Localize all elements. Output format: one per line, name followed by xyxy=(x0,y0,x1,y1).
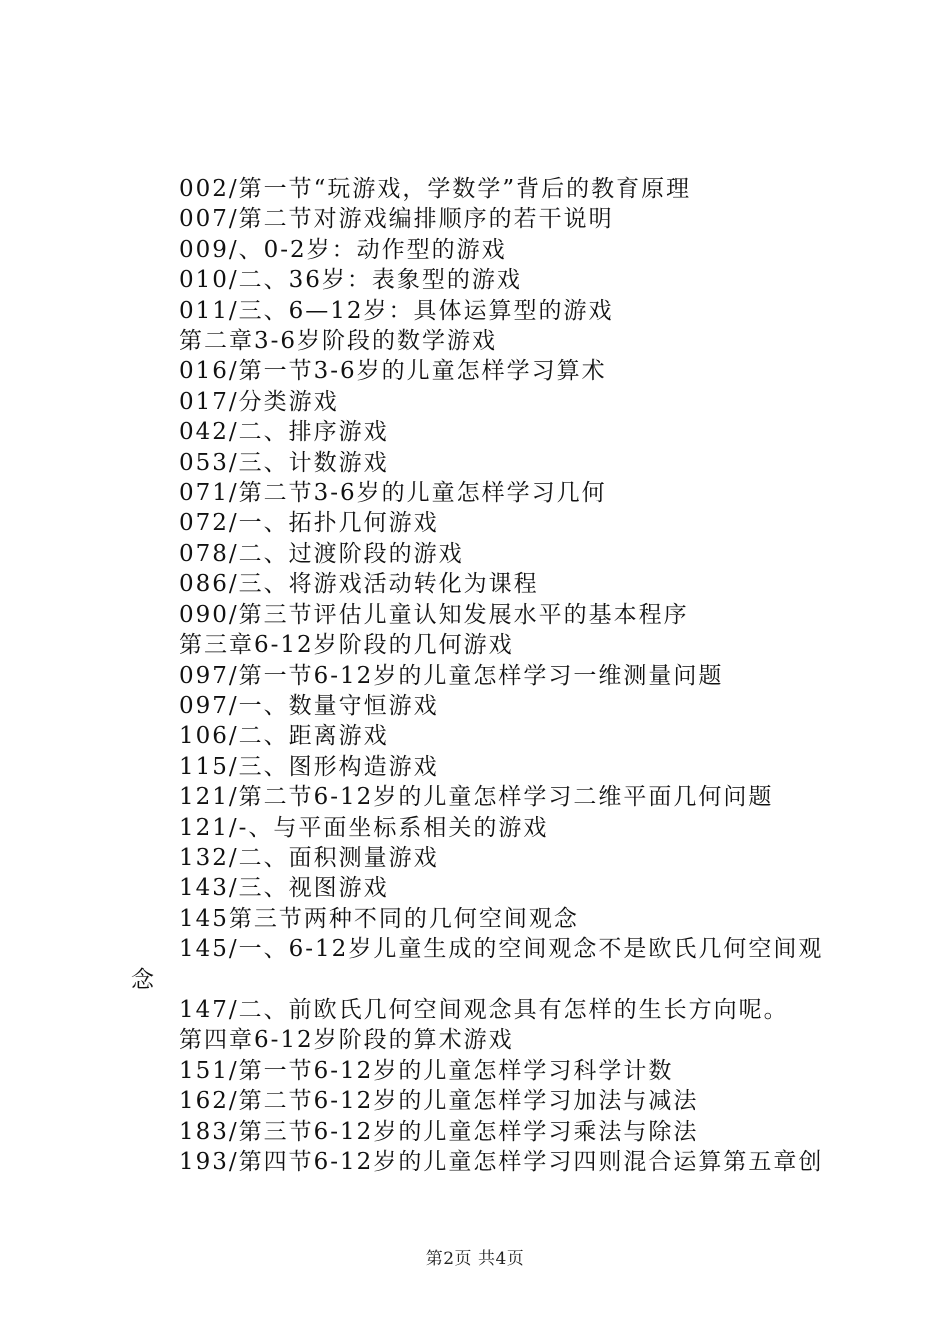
toc-line: 162/第二节6-12岁的儿童怎样学习加法与减法 xyxy=(179,1088,699,1115)
toc-line: 007/第二节对游戏编排顺序的若干说明 xyxy=(179,206,614,233)
toc-line: 132/二、面积测量游戏 xyxy=(179,844,439,871)
toc-line: 143/三、视图游戏 xyxy=(179,875,389,902)
toc-chapter-heading: 第三章6-12岁阶段的几何游戏 xyxy=(179,632,514,659)
toc-line: 017/分类游戏 xyxy=(179,388,339,415)
toc-line: 071/第二节3-6岁的儿童怎样学习几何 xyxy=(179,480,607,507)
toc-chapter-heading: 第四章6-12岁阶段的算术游戏 xyxy=(179,1027,514,1054)
toc-line: 147/二、前欧氏几何空间观念具有怎样的生长方向呢。 xyxy=(179,996,789,1023)
toc-line: 016/第一节3-6岁的儿童怎样学习算术 xyxy=(179,358,607,385)
toc-line: 145第三节两种不同的几何空间观念 xyxy=(179,905,579,932)
toc-line: 193/第四节6-12岁的儿童怎样学习四则混合运算第五章创 xyxy=(179,1149,824,1175)
toc-line: 090/第三节评估儿童认知发展水平的基本程序 xyxy=(179,601,689,628)
toc-line: 078/二、过渡阶段的游戏 xyxy=(179,540,464,567)
toc-line: 097/第一节6-12岁的儿童怎样学习一维测量问题 xyxy=(179,662,724,689)
table-of-contents xyxy=(131,174,841,1177)
toc-line: 106/二、距离游戏 xyxy=(179,723,389,750)
toc-line: 121/-、与平面坐标系相关的游戏 xyxy=(179,814,549,841)
toc-line: 183/第三节6-12岁的儿童怎样学习乘法与除法 xyxy=(179,1118,699,1145)
toc-line: 010/二、36岁：表象型的游戏 xyxy=(179,267,522,294)
toc-line: 151/第一节6-12岁的儿童怎样学习科学计数 xyxy=(179,1057,674,1084)
page-footer: 第2页 共4页 xyxy=(425,1249,525,1269)
toc-line: 042/二、排序游戏 xyxy=(179,419,389,446)
toc-line: 097/一、数量守恒游戏 xyxy=(179,692,439,719)
toc-line: 145/一、6-12岁儿童生成的空间观念不是欧氏几何空间观念 xyxy=(131,936,824,993)
toc-line: 011/三、6—12岁：具体运算型的游戏 xyxy=(179,297,614,324)
toc-line: 121/第二节6-12岁的儿童怎样学习二维平面几何问题 xyxy=(179,784,774,811)
toc-line: 115/三、图形构造游戏 xyxy=(179,753,439,780)
toc-line: 002/第一节“玩游戏，学数学”背后的教育原理 xyxy=(179,176,692,202)
toc-line: 009/、0-2岁：动作型的游戏 xyxy=(179,236,507,263)
toc-line: 072/一、拓扑几何游戏 xyxy=(179,510,439,537)
toc-line: 053/三、计数游戏 xyxy=(179,449,389,476)
toc-chapter-heading: 第二章3-6岁阶段的数学游戏 xyxy=(179,328,498,355)
toc-line: 086/三、将游戏活动转化为课程 xyxy=(179,571,539,598)
